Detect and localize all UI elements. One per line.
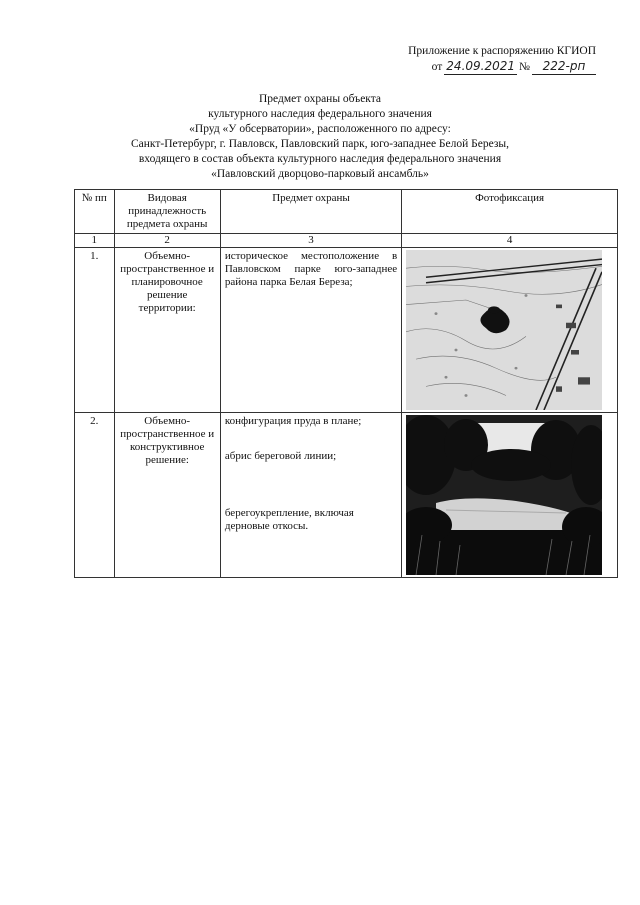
handwritten-number: 222-рп bbox=[532, 59, 596, 75]
col-number: 2 bbox=[114, 234, 220, 248]
row-photo-cell bbox=[402, 248, 618, 413]
header bbox=[366, 44, 596, 75]
number-label: № bbox=[519, 61, 530, 73]
row-number: 2. bbox=[75, 413, 115, 578]
row-item: конфигурация пруда в плане; bbox=[224, 415, 362, 427]
row-type: Объемно-пространственное и конструктивное решение: bbox=[114, 413, 220, 578]
col-number: 3 bbox=[220, 234, 401, 248]
title-line: Санкт-Петербург, г. Павловск, Павловский парк, юго-западнее Белой Березы, bbox=[130, 138, 510, 150]
row-item: историческое местоположение в Павловском парке юго-западнее района парка Белая Береза; bbox=[220, 248, 401, 413]
header-title: Приложение к распоряжению КГИОП bbox=[408, 45, 596, 57]
row-photo-cell bbox=[402, 413, 618, 578]
row-item: дерновые откосы. bbox=[224, 520, 309, 532]
protection-table bbox=[74, 189, 618, 578]
title-line: культурного наследия федерального значения bbox=[208, 108, 432, 120]
document-title bbox=[60, 92, 580, 182]
map-image bbox=[406, 250, 602, 410]
table-header-row bbox=[75, 190, 618, 234]
title-line: входящего в состав объекта культурного наследия федерального значения bbox=[138, 153, 502, 165]
header-subject: Предмет охраны bbox=[220, 190, 401, 234]
row-item: абрис береговой линии; bbox=[224, 450, 337, 462]
from-label: от bbox=[431, 61, 443, 73]
table-row bbox=[75, 413, 618, 578]
title-line: Предмет охраны объекта bbox=[258, 93, 382, 105]
header-number: № пп bbox=[75, 190, 115, 234]
row-items bbox=[220, 413, 401, 578]
pond-photo bbox=[406, 415, 602, 575]
title-line: «Павловский дворцово-парковый ансамбль» bbox=[211, 168, 429, 180]
column-number-row bbox=[75, 234, 618, 248]
row-item: берегоукрепление, включая bbox=[224, 507, 354, 519]
header-type: Видовая принадлежность предмета охраны bbox=[114, 190, 220, 234]
header-photo: Фотофиксация bbox=[402, 190, 618, 234]
row-type: Объемно-пространственное и планировочное решение территории: bbox=[114, 248, 220, 413]
col-number: 4 bbox=[402, 234, 618, 248]
col-number: 1 bbox=[75, 234, 115, 248]
handwritten-date: 24.09.2021 bbox=[446, 59, 516, 73]
header-date-number bbox=[366, 59, 596, 75]
row-number: 1. bbox=[75, 248, 115, 413]
table-row bbox=[75, 248, 618, 413]
title-line: «Пруд «У обсерватории», расположенного по адресу: bbox=[189, 123, 451, 135]
